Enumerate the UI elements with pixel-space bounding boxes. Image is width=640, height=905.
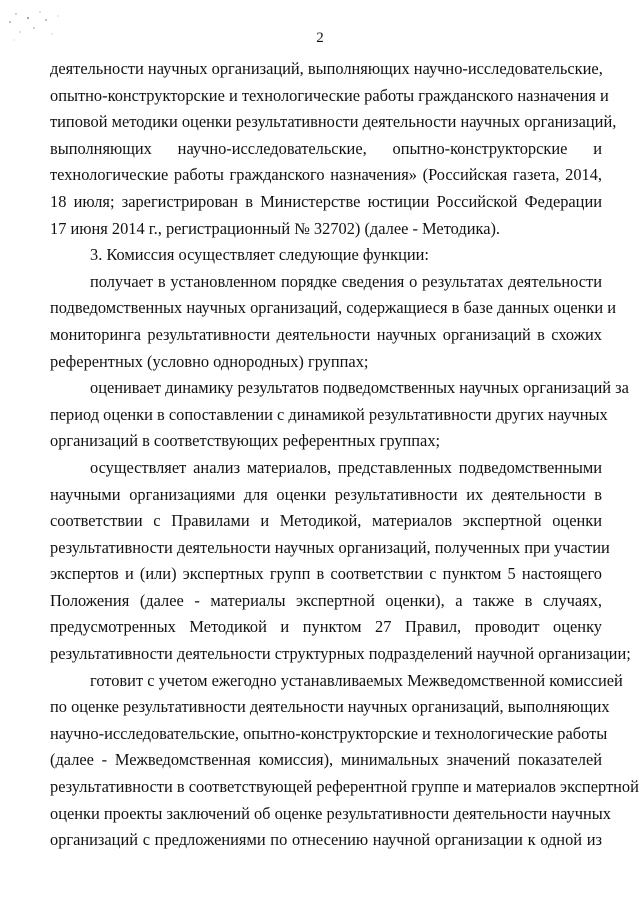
text-line: научными организациями для оценки результативности их деятельности в xyxy=(50,484,602,504)
text-line: результативности деятельности структурных подразделений научной организации; xyxy=(50,644,631,664)
text-line: оценки проекты заключений об оценке результативности деятельности научных xyxy=(50,803,611,823)
text-line: научно-исследовательские, опытно-конструкторские и технологические работы xyxy=(50,723,608,743)
text-line: деятельности научных организаций, выполняющих научно-исследовательские, xyxy=(50,59,603,78)
text-line: оценивает динамику результатов подведомственных научных организаций за xyxy=(90,378,629,398)
text-line: 3. Комиссия осуществляет следующие функции: xyxy=(90,245,429,265)
text-line: предусмотренных Методикой и пунктом 27 Правил, проводит оценку xyxy=(50,617,602,637)
text-line: Положения (далее - материалы экспертной оценки), а также в случаях, xyxy=(50,590,602,610)
text-line: организаций с предложениями по отнесению научной организации к одной из xyxy=(50,830,602,850)
text-line: соответствии с Правилами и Методикой, материалов экспертной оценки xyxy=(50,511,602,531)
text-line: осуществляет анализ материалов, представленных подведомственными xyxy=(90,457,602,477)
page-number: 2 xyxy=(316,30,324,46)
text-line: референтных (условно однородных) группах; xyxy=(50,351,369,371)
text-line: 17 июня 2014 г., регистрационный № 32702) (далее - Методика). xyxy=(50,218,501,238)
text-line: получает в установленном порядке сведения о результатах деятельности xyxy=(90,271,602,291)
text-line: готовит с учетом ежегодно устанавливаемых Межведомственной комиссией xyxy=(90,670,623,690)
text-line: технологические работы гражданского назначения» (Российская газета, 2014, xyxy=(50,165,602,185)
text-line: мониторинга результативности деятельности научных организаций в схожих xyxy=(50,324,602,344)
text-line: опытно-конструкторские и технологические работы гражданского назначения и xyxy=(50,85,609,105)
paragraph xyxy=(50,455,631,668)
text-line: подведомственных научных организаций, содержащиеся в базе данных оценки и xyxy=(50,298,617,318)
paragraph xyxy=(50,668,639,854)
text-line: выполняющих научно-исследовательские, опытно-конструкторские и xyxy=(50,138,602,158)
text-line: 18 июля; зарегистрирован в Министерстве юстиции Российской Федерации xyxy=(50,191,602,211)
text-line: (далее - Межведомственная комиссия), минимальных значений показателей xyxy=(50,750,602,770)
text-line: организаций в соответствующих референтных группах; xyxy=(50,431,441,451)
paragraph xyxy=(50,242,602,269)
text-line: по оценке результативности деятельности научных организаций, выполняющих xyxy=(50,697,610,717)
text-line: экспертов и (или) экспертных групп в соответствии с пунктом 5 настоящего xyxy=(50,564,602,584)
paragraph xyxy=(50,269,617,375)
text-line: результативности в соответствующей референтной группе и материалов экспертной xyxy=(50,777,639,797)
paragraph xyxy=(50,375,629,455)
text-line: результативности деятельности научных организаций, полученных при участии xyxy=(50,537,610,557)
text-line: типовой методики оценки результативности деятельности научных организаций, xyxy=(50,112,617,132)
paragraph xyxy=(50,56,617,242)
text-line: период оценки в сопоставлении с динамикой результативности других научных xyxy=(50,404,608,424)
document-body xyxy=(50,56,639,854)
